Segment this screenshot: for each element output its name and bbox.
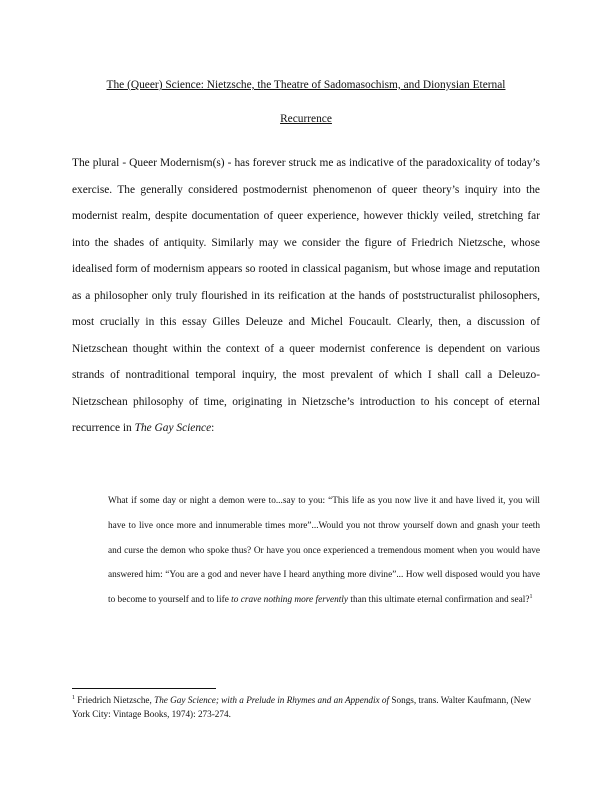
- footnote-book-title: The Gay Science; with a Prelude in Rhymes and an Appendix of: [154, 695, 390, 705]
- block-quote-text: What if some day or night a demon were to...say to you: “This life as you now live it and have lived it, you will have to live once more and innumerable times more”...Would you not throw yourself down and gnash your teeth and curse the demon who spoke thus? Or have you once experienced a tremendous moment when you would have answered him: “You are a god and never have I heard anything more divine”... How well disposed would you have to become to yourself and to life: [108, 496, 540, 606]
- footnote-separator: [72, 688, 216, 689]
- paper-title-line-1: The (Queer) Science: Nietzsche, the Theatre of Sadomasochism, and Dionysian Eternal: [106, 79, 506, 91]
- footnote-author: Friedrich Nietzsche,: [75, 695, 155, 705]
- footnote: [72, 694, 540, 722]
- footnote-reference[interactable]: 1: [529, 594, 533, 601]
- footnote-citation: Songs, trans. Walter Kaufmann, (New York City: Vintage Books, 1974): 273-274.: [72, 695, 532, 719]
- block-quote-end: than this ultimate eternal confirmation and seal?: [348, 595, 530, 606]
- body-paragraph-end: :: [211, 422, 215, 434]
- footnote-marker: 1: [72, 694, 75, 701]
- paper-title: [72, 68, 540, 136]
- block-quote-italic: to crave nothing more fervently: [231, 595, 349, 606]
- work-title: The Gay Science: [134, 422, 212, 434]
- body-paragraph-text: The plural - Queer Modernism(s) - has forever struck me as indicative of the paradoxicality of today’s exercise. The generally considered postmodernist phenomenon of queer theory’s inquiry into the modernist realm, despite documentation of queer experience, however thickly veiled, stretching far into the shades of antiquity. Similarly may we consider the figure of Friedrich Nietzsche, whose idealised form of modernism appears so rooted in classical paganism, but whose image and reputation as a philosopher only truly flourished in its reification at the hands of poststructuralist philosophers, most crucially in this essay Gilles Deleuze and Michel Foucault. Clearly, then, a discussion of Nietzschean thought within the context of a queer modernist conference is dependent on various strands of nontraditional temporal inquiry, the most prevalent of which I shall call a Deleuzo-Nietzschean philosophy of time, originating in Nietzsche’s introduction to his concept of eternal recurrence in: [72, 157, 540, 434]
- block-quote: [108, 489, 540, 613]
- paper-title-line-2: Recurrence: [280, 113, 332, 125]
- body-paragraph: [72, 150, 540, 442]
